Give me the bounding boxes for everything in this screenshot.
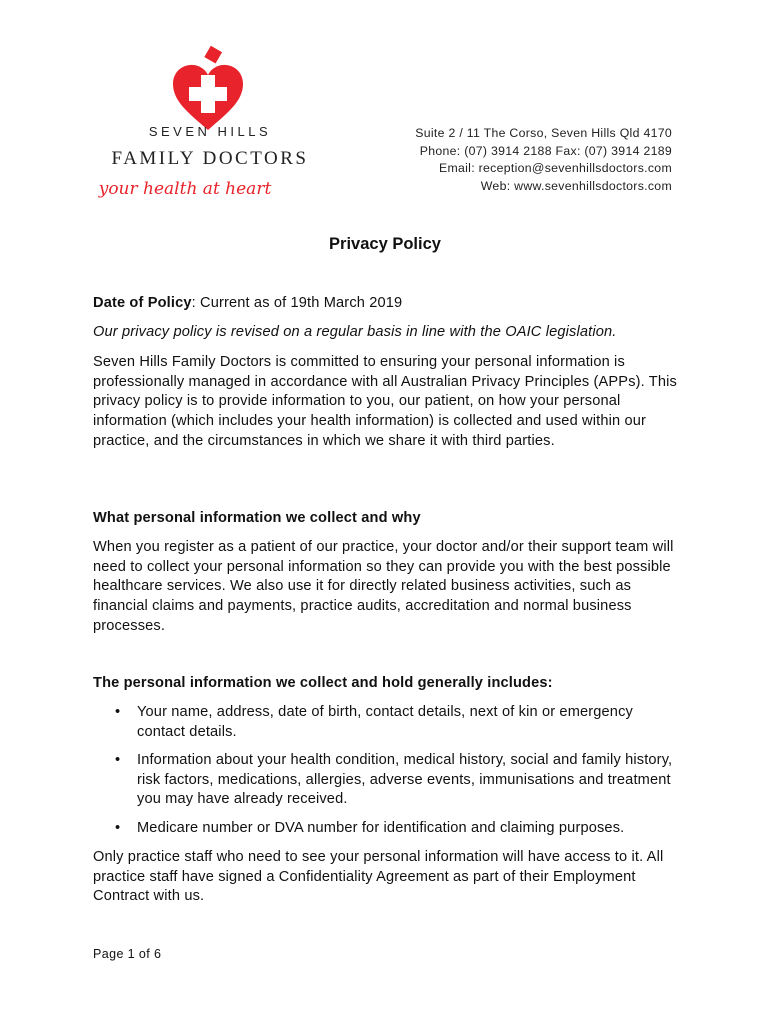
section1-body: When you register as a patient of our practice, your doctor and/or their support team will need to collect your personal information so they can provide you with the best possible healthcare services. We also use it for directly related business activities, such as financial claims and payments, practice audits, accreditation and normal business processes. (93, 539, 674, 634)
email[interactable]: Email: reception@sevenhillsdoctors.com (438, 161, 672, 175)
policy-date (93, 294, 678, 314)
intro-paragraph: Seven Hills Family Doctors is committed to ensuring your personal information is professionally managed in accordance with all Australian Privacy Principles (APPs). This privacy policy is to provide information to you, our patient, on how your personal information (which includes your health information) is collected and used within our practice, and the circumstances in which we share it with third parties. (93, 354, 677, 449)
section2-heading: The personal information we collect and hold generally includes: (93, 675, 553, 691)
practice-logo (95, 44, 325, 214)
address: Suite 2 / 11 The Corso, Seven Hills Qld 4170 (415, 126, 672, 140)
section1-heading: What personal information we collect and why (93, 510, 421, 526)
date-value: : Current as of 19th March 2019 (191, 295, 403, 311)
logo-tagline: your health at heart (98, 179, 272, 199)
bullet-icon: • (115, 819, 121, 836)
logo-line2: FAMILY DOCTORS (111, 148, 309, 169)
info-list (93, 703, 678, 847)
page-title: Privacy Policy (329, 235, 441, 253)
bullet-icon: • (115, 704, 121, 720)
logo-line1: SEVEN HILLS (148, 124, 272, 139)
phone-fax: Phone: (07) 3914 2188 Fax: (07) 3914 2189 (419, 143, 672, 158)
list-item: • Your name, address, date of birth, contact details, next of kin or emergency contact details. (115, 704, 633, 740)
list-item: • Information about your health condition, medical history, social and family history, risk factors, medications, allergies, adverse events, immunisations and treatment you may have already received. (115, 751, 673, 808)
revision-note: Our privacy policy is revised on a regular basis in line with the OAIC legislation. (93, 324, 617, 340)
date-label: Date of Policy (93, 295, 192, 311)
heart-cross-icon (95, 44, 325, 214)
list-item: • Medicare number or DVA number for identification and claiming purposes. (93, 819, 678, 839)
bullet-icon: • (115, 751, 121, 768)
page-number: Page 1 of 6 (93, 947, 162, 961)
contact-block (415, 125, 672, 195)
website[interactable]: Web: www.sevenhillsdoctors.com (480, 178, 672, 193)
section2-closing: Only practice staff who need to see your personal information will have access to it. All practice staff have signed a Confidentiality Agreement as part of their Employment Contract with us. (93, 849, 664, 905)
